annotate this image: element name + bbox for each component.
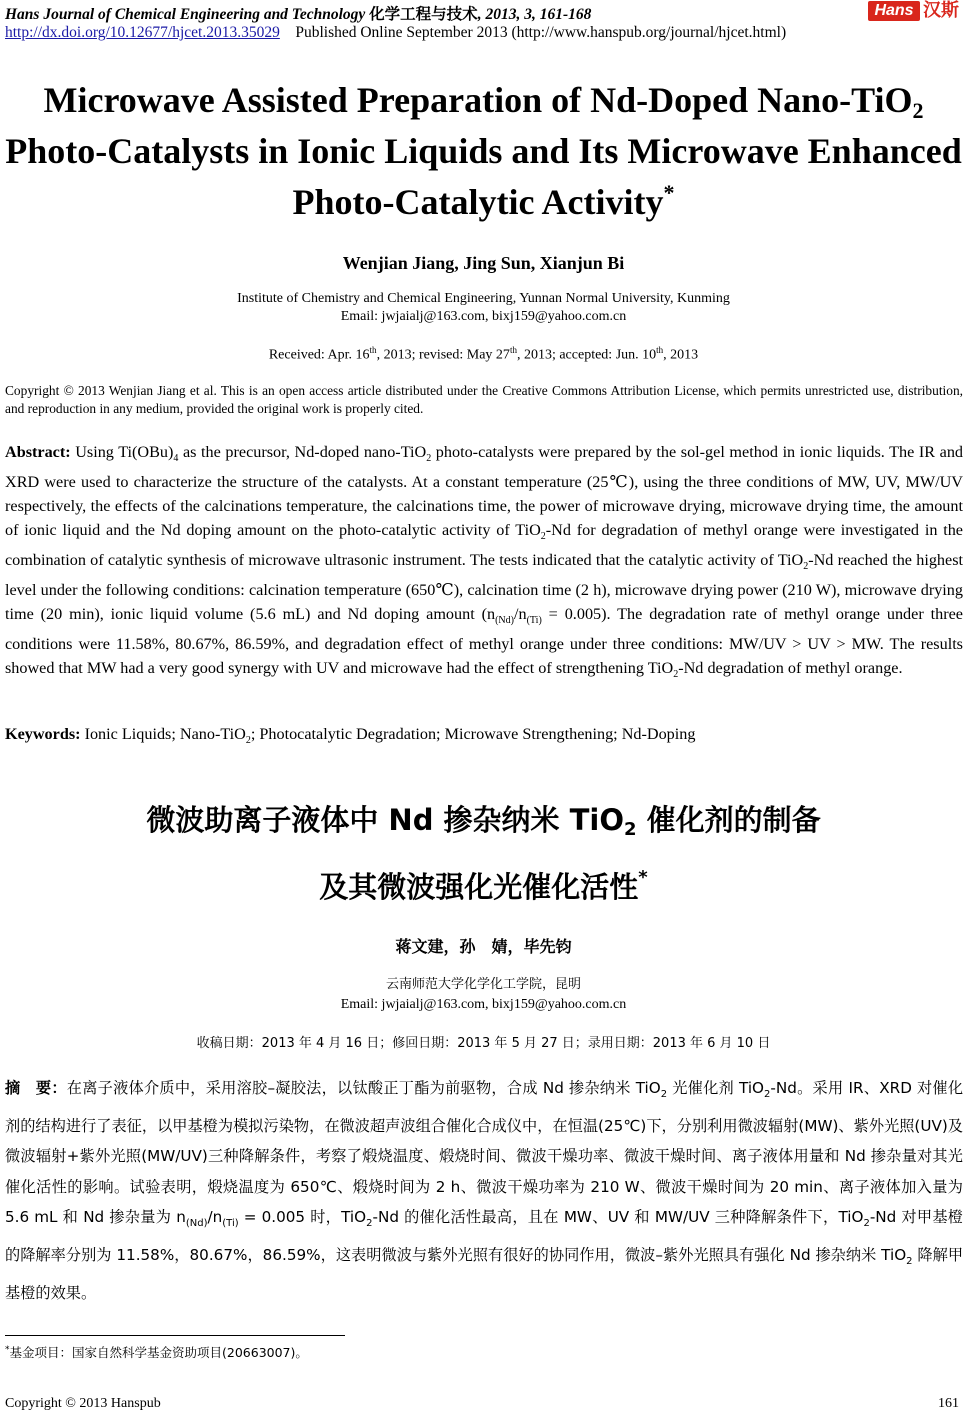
keywords-en: Keywords: Ionic Liquids; Nano-TiO$_2$; Photocatalytic Degradation; Microwave Strengthening; Nd-Doping bbox=[5, 725, 696, 747]
title-line-1: Microwave Assisted Preparation of Nd-Doped Nano-TiO bbox=[43, 80, 913, 120]
keywords-label: Keywords: bbox=[5, 725, 81, 743]
ordinal-suffix: th bbox=[509, 345, 517, 355]
title-cn-subscript: 2 bbox=[624, 819, 637, 840]
ordinal-suffix: th bbox=[369, 345, 377, 355]
year-text: , 2013 bbox=[663, 347, 699, 363]
received-text: Received: Apr. 16 bbox=[268, 347, 370, 363]
received-dates-cn: 收稿日期：2013 年 4 月 16 日；修回日期：2013 年 5 月 27 日；录用日期：2013 年 6 月 10 日 bbox=[196, 1036, 771, 1051]
title-cn-line-1: 微波助离子液体中 Nd 掺杂纳米 TiO bbox=[146, 803, 625, 837]
title-subscript: 2 bbox=[912, 98, 924, 123]
page-number: 161 bbox=[938, 1396, 959, 1411]
affiliation-cn: 云南师范大学化学化工学院，昆明 bbox=[385, 977, 581, 992]
email-en: Email: jwjaialj@163.com, bixj159@yahoo.com.cn bbox=[340, 309, 627, 324]
ordinal-suffix: th bbox=[656, 345, 664, 355]
title-cn-footnote-mark: * bbox=[638, 867, 648, 888]
revised-text: , 2013; revised: May 27 bbox=[376, 347, 510, 363]
journal-name-cn: 化学工程与技术 bbox=[369, 6, 478, 23]
affiliation-en: Institute of Chemistry and Chemical Engineering, Yunnan Normal University, Kunming bbox=[237, 291, 730, 306]
title-cn-line-2: 及其微波强化光催化活性 bbox=[319, 870, 639, 904]
accepted-text: , 2013; accepted: Jun. 10 bbox=[516, 347, 657, 363]
authors-en: Wenjian Jiang, Jing Sun, Xianjun Bi bbox=[342, 253, 625, 273]
title-footnote-mark: * bbox=[663, 180, 675, 205]
funding-footnote bbox=[5, 1343, 308, 1361]
hans-logo bbox=[868, 0, 963, 22]
abstract-cn-label: 摘 要： bbox=[5, 1079, 67, 1097]
paper-title-en bbox=[0, 80, 967, 223]
title-line-3: Photo-Catalytic Activity bbox=[292, 182, 664, 222]
doi-link[interactable]: http://dx.doi.org/10.12677/hjcet.2013.35029 bbox=[5, 24, 280, 41]
publication-line bbox=[5, 24, 960, 42]
abstract-cn: 摘 要：在离子液体介质中，采用溶胶–凝胶法，以钛酸正丁酯为前驱物，合成 Nd 掺杂纳米 TiO$_2$ 光催化剂 TiO$_2$-Nd。采用 IR、XRD 对催化剂的结构进行了表征，以甲基橙为模拟污染物，在微波超声波组合催化合成仪中，在恒温(25℃)下，分别利用微波辐射(MW)、紫外光照(UV)及微波辐射+紫外光照(MW/UV)三种降解条件，考察了煅烧温度、煅烧时间、微波干燥功率、微波干燥时间、离子液体用量和 Nd 掺杂量对其光催化活性的影响。试验表明，煅烧温度为 650℃、煅烧时间为 2 h、微波干燥功率为 210 W、微波干燥时间为 20 min、离子液体加入量为 5.6 mL 和 Nd 掺杂量为 $n_{(Nd)}/n_{(Ti)} = 0.005$ 时，TiO$_2$-Nd 的催化活性最高，且在 MW、UV 和 MW/UV 三种降解条件下，TiO$_2$-Nd 对甲基橙的降解率分别为 11.58%，80.67%，86.59%，这表明微波与紫外光照有很好的协同作用，微波–紫外光照具有强化 Nd 掺杂纳米 TiO$_2$ 降解甲基橙的效果。 bbox=[5, 1079, 964, 1302]
abstract-label: Abstract: bbox=[5, 443, 71, 461]
footer-copyright: Copyright © 2013 Hanspub bbox=[5, 1396, 161, 1411]
footnote-rule bbox=[5, 1335, 345, 1336]
journal-header bbox=[5, 2, 960, 24]
hans-logo-mark: Hans bbox=[868, 1, 920, 21]
affiliation-block-cn bbox=[0, 975, 967, 1015]
copyright-notice: Copyright © 2013 Wenjian Jiang et al. This is an open access article distributed under the Creative Commons Attribution License, which permits unrestricted use, distribution, and reproduction in any medium, provided the original work is properly cited. bbox=[5, 383, 963, 416]
abstract-en: Abstract: Using $Ti(OBu)_4$ as the precursor, Nd-doped nano-TiO$_2$ photo-catalysts were prepared by the sol-gel method in ionic liquids. The IR and XRD were used to characterize the structure of the catalysts. At a constant temperature (25℃), using the three conditions of MW, UV, MW/UV respectively, the effects of the calcinations temperature, the calcinations time, the power of microwave drying, microwave drying time, the amount of ionic liquid and the Nd doping amount on the photo-catalytic activity of TiO$_2$-Nd for degradation of methyl orange were investigated in the combination of catalytic synthesis of microwave ultrasonic instrument. The tests indicated that the catalytic activity of TiO$_2$-Nd reached the highest level under the following conditions: calcination temperature (650℃), calcination time (2 h), microwave drying power (210 W), microwave drying time (20 min), ionic liquid volume (5.6 mL) and Nd doping amount $(n_{(Nd)}/n_{(Ti)} = 0.005)$. The degradation rate of methyl orange under three conditions were 11.58%, 80.67%, 86.59%, and degradation effect of methyl orange under three conditions: MW/UV > UV > MW. The results showed that MW had a very good synergy with UV and microwave had the effect of strengthening TiO$_2$-Nd degradation of methyl orange. bbox=[5, 443, 964, 681]
footnote-text: 基金项目：国家自然科学基金资助项目(20663007)。 bbox=[9, 1345, 308, 1360]
title-cn-line-1-end: 催化剂的制备 bbox=[636, 803, 821, 837]
authors-cn: 蒋文建，孙 婧，毕先钧 bbox=[395, 937, 572, 956]
footnote-mark: * bbox=[5, 1344, 10, 1355]
published-online: Published Online September 2013 (http://www.hanspub.org/journal/hjcet.html) bbox=[295, 24, 787, 41]
hans-logo-cn: 汉斯 bbox=[923, 0, 959, 21]
journal-issue: , 2013, 3, 161-168 bbox=[477, 6, 592, 23]
journal-name: Hans Journal of Chemical Engineering and Technology bbox=[5, 6, 366, 23]
affiliation-block-en bbox=[0, 290, 967, 326]
title-line-2: Photo-Catalysts in Ionic Liquids and Its Microwave Enhanced bbox=[5, 131, 962, 171]
received-dates-en bbox=[0, 345, 967, 364]
paper-title-cn bbox=[0, 796, 967, 911]
email-cn: Email: jwjaialj@163.com, bixj159@yahoo.com.cn bbox=[340, 997, 627, 1012]
